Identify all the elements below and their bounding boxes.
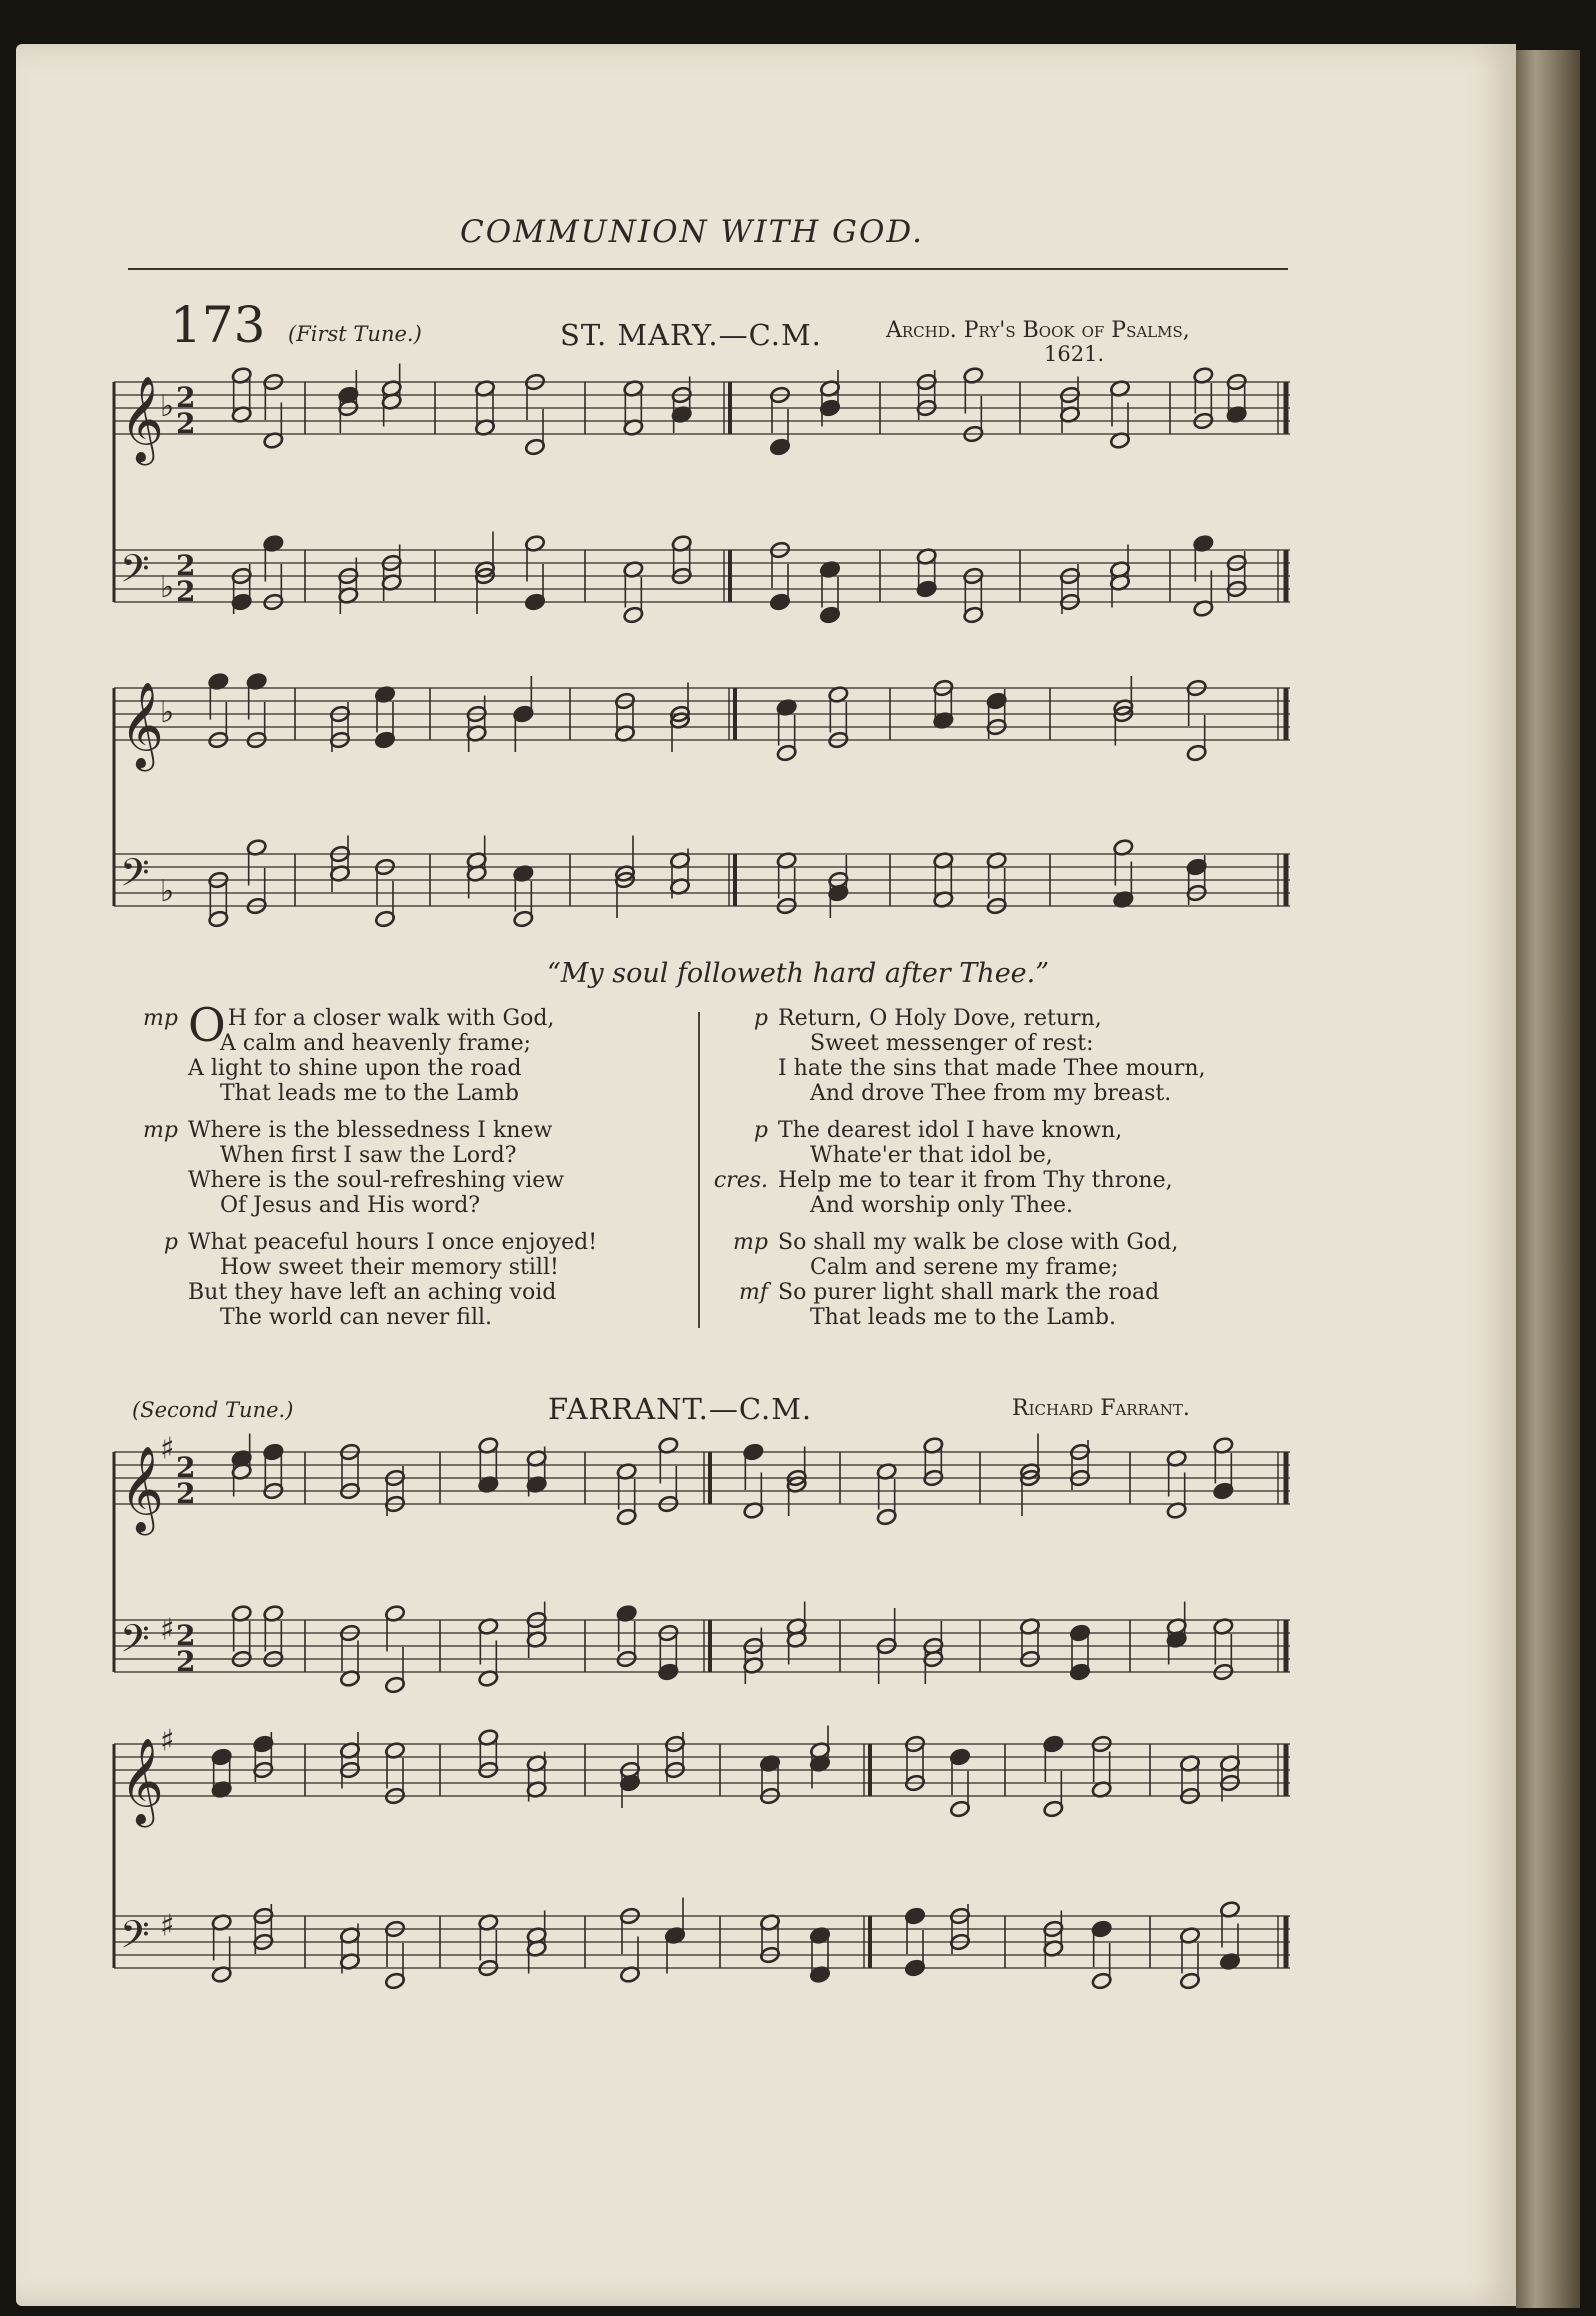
drop-cap: O [188,998,226,1052]
first-tune-label: (First Tune.) [288,322,422,346]
time-signature: 2 [176,407,196,440]
score-st-mary-system-1 [110,360,1300,660]
verse-line [118,1143,597,1168]
first-tune-year: 1621. [1044,342,1105,366]
verse [708,1006,1206,1106]
dynamic-mark: mf [738,1280,768,1305]
verse-line [118,1031,597,1056]
verse-text: Help me to tear it from Thy throne, [778,1168,1173,1193]
verse-line [708,1081,1206,1106]
key-signature-icon: ♯ [160,1723,175,1759]
dynamic-mark: mp [733,1230,768,1255]
verse-line [118,1118,597,1143]
key-signature-icon: ♭ [160,694,175,730]
dynamic-mark: mp [143,1118,178,1143]
verse-line [118,1230,597,1255]
verse-text: Where is the soul-refreshing view [188,1168,565,1193]
verse [708,1230,1206,1330]
verse-text: Calm and serene my frame; [810,1255,1119,1280]
verse [118,1230,597,1330]
second-tune-name: FARRANT.—C.M. [548,1392,813,1426]
verse-line [708,1305,1206,1330]
music-notation [110,666,1300,956]
verse-text: The dearest idol I have known, [778,1118,1123,1143]
treble-clef: 𝄞 [120,1738,164,1824]
header-rule [128,268,1288,270]
dynamic-mark: cres. [713,1168,768,1193]
verse-text: H for a closer walk with God, [227,1006,555,1031]
page-edges [1516,50,1580,2308]
verse-text: Where is the blessedness I knew [188,1118,553,1143]
dynamic-mark: p [163,1230,178,1255]
treble-clef: 𝄞 [120,1446,164,1532]
key-signature-icon: ♯ [160,1431,175,1467]
verse-text: A calm and heavenly frame; [220,1031,532,1056]
verse-text: And worship only Thee. [810,1193,1074,1218]
bass-clef: 𝄢 [120,546,150,600]
key-signature-icon: ♭ [160,873,175,909]
verse [708,1118,1206,1218]
dynamic-mark: p [753,1006,768,1031]
treble-clef: 𝄞 [120,682,164,768]
verse-text: Whate'er that idol be, [810,1143,1053,1168]
second-tune-label: (Second Tune.) [132,1398,294,1422]
key-signature-icon: ♭ [160,388,175,424]
verse-text: That leads me to the Lamb. [810,1305,1116,1330]
second-tune-attribution: Richard Farrant. [1012,1396,1190,1421]
treble-clef: 𝄞 [120,376,164,462]
score-farrant-system-2 [110,1720,1300,2020]
score-farrant-system-1 [110,1430,1300,1720]
verse-line [118,1255,597,1280]
verse-line [708,1255,1206,1280]
dynamic-mark: mp [143,1006,178,1031]
page-header-title: COMMUNION WITH GOD. [460,214,924,250]
verse-line [118,1280,597,1305]
first-tune-attribution: Archd. Pry's Book of Psalms, [886,318,1190,343]
verse-line [118,1168,597,1193]
verse-text: So purer light shall mark the road [778,1280,1160,1305]
verse-line [708,1031,1206,1056]
verse-line [708,1118,1206,1143]
verse-text: What peaceful hours I once enjoyed! [188,1230,598,1255]
time-signature: 2 [176,549,196,582]
verse-line [708,1168,1206,1193]
verse-line [708,1143,1206,1168]
verse-text: When first I saw the Lord? [220,1143,517,1168]
hymn-number: 173 [170,296,266,354]
epigraph: “My soul followeth hard after Thee.” [546,958,1050,989]
music-notation [110,1720,1300,2020]
key-signature-icon: ♭ [160,569,175,605]
verse-line [708,1193,1206,1218]
bass-clef: 𝄢 [120,1616,150,1670]
verses-left [118,998,598,1342]
verse-text: I hate the sins that made Thee mourn, [778,1056,1206,1081]
score-st-mary-system-2 [110,666,1300,956]
key-signature-icon: ♯ [160,1908,175,1944]
bass-clef: 𝄢 [120,850,150,904]
verse-line [708,1056,1206,1081]
verse-text: How sweet their memory still! [220,1255,559,1280]
verse-text: The world can never fill. [220,1305,493,1330]
verse-line [118,1056,597,1081]
music-notation [110,1430,1300,1720]
verse-text: But they have left an aching void [188,1280,557,1305]
key-signature-icon: ♯ [160,1612,175,1648]
time-signature: 2 [176,381,196,414]
verse-line [708,1230,1206,1255]
verse-text: That leads me to the Lamb [220,1081,519,1106]
verse [118,1118,597,1218]
dynamic-mark: p [753,1118,768,1143]
verse-text: A light to shine upon the road [188,1056,522,1081]
verse-text: Sweet messenger of rest: [810,1031,1094,1056]
music-notation [110,360,1300,660]
verse-text: Return, O Holy Dove, return, [778,1006,1102,1031]
verse-line [118,1305,597,1330]
time-signature: 2 [176,1645,196,1678]
verse-line [118,1193,597,1218]
verse-line [708,1280,1206,1305]
time-signature: 2 [176,1451,196,1484]
bass-clef: 𝄢 [120,1912,150,1966]
time-signature: 2 [176,1477,196,1510]
verse-line [708,1006,1206,1031]
verse [118,998,597,1106]
column-divider [698,1012,700,1328]
time-signature: 2 [176,1619,196,1652]
first-tune-name: ST. MARY.—C.M. [560,318,822,352]
verse-text: Of Jesus and His word? [220,1193,481,1218]
verse-text: And drove Thee from my breast. [810,1081,1172,1106]
verse-text: So shall my walk be close with God, [778,1230,1179,1255]
verse-line [118,1081,597,1106]
verses-right [708,1006,1206,1342]
time-signature: 2 [176,575,196,608]
